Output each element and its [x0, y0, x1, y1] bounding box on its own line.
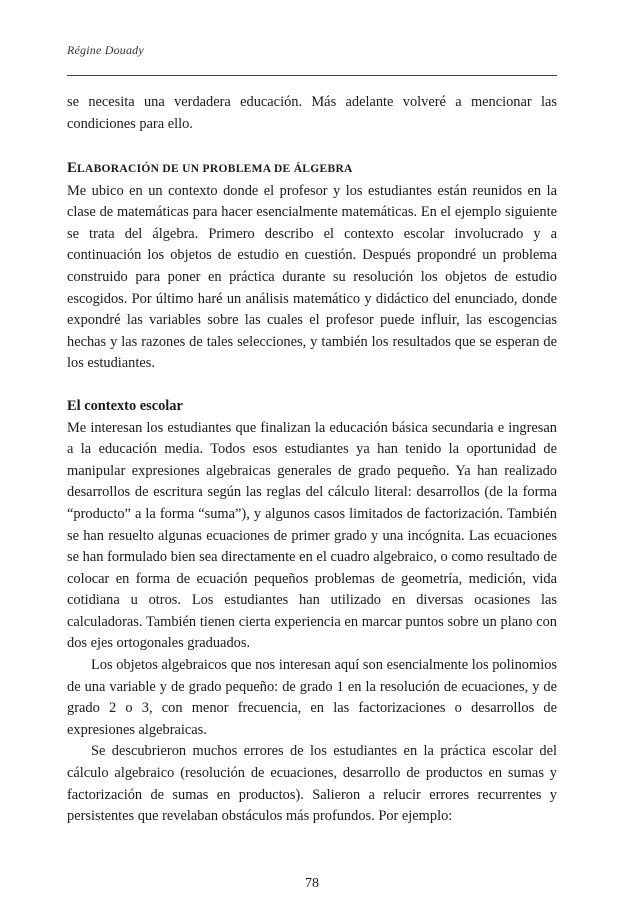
- paragraph-3: Se descubrieron muchos errores de los estudiantes en la práctica escolar del cálculo algebraico (resolución de ecuaciones, desarrollo de productos en sumas y factorización de sumas en productos). Salieron a relucir errores recurrentes y persistentes que revelaban obstáculos más profundos. Por ejemplo:: [67, 743, 557, 825]
- section-heading: [67, 158, 557, 181]
- section-heading-rest: LABORACIÓN DE UN PROBLEMA DE ÁLGEBRA: [77, 163, 353, 175]
- header-rule: [67, 75, 557, 76]
- intro-text-block: [67, 92, 557, 135]
- paragraph-1: Me interesan los estudiantes que finalizan la educación básica secundaria e ingresan a la educación media. Todos esos estudiantes ya han tenido la oportunidad de manipular expresiones algebraicas generales de grado pequeño. Ya han realizado desarrollos de escritura según las reglas del cálculo literal: desarrollos (de la forma “producto” a la forma “suma”), y algunos casos limitados de factorización. También se han resuelto algunas ecuaciones de primer grado y una incógnita. Las ecuaciones se han formulado bien sea directamente en el cuadro algebraico, o como resultado de colocar en forma de ecuación pequeños problemas de geometría, medición, vida cotidiana u otros. Los estudiantes han utilizado en diversas ocasiones las calculadoras. También tienen cierta experiencia en marcar puntos sobre un plano con dos ejes ortogonales graduados.: [67, 419, 557, 652]
- running-head: Régine Douady: [67, 43, 144, 57]
- subsection-heading: El contexto escolar: [67, 397, 183, 414]
- section-paragraph: Me ubico en un contexto donde el profesor y los estudiantes están reunidos en la clase de matemáticas para hacer esencialmente matemáticas. En el ejemplo siguiente se trata del álgebra. Primero describo el contexto escolar involucrado y a continuación los objetos de estudio en cuestión. Después propondré un problema construido para poner en práctica durante su resolución los objetos de estudio escogidos. Por último haré un análisis matemático y didáctico del enunciado, donde expondré las variables sobre las cuales el profesor puede influir, las escogencias hechas y las razones de tales selecciones, y también los resultados que se esperan de los estudiantes.: [67, 182, 557, 372]
- paragraph-2: Los objetos algebraicos que nos interesan aquí son esencialmente los polinomios de una variable y de grado pequeño: de grado 1 en la resolución de ecuaciones, y de grado 2 o 3, con menor frecuencia, en las factorizaciones o desarrollos de expresiones algebraicas.: [67, 657, 557, 738]
- intro-paragraph: se necesita una verdadera educación. Más adelante volveré a mencionar las condiciones para ello.: [67, 94, 557, 132]
- main-text-block: [67, 158, 557, 828]
- page-number: 78: [305, 876, 319, 891]
- section-heading-initial: E: [67, 160, 78, 176]
- spacer: [67, 375, 557, 396]
